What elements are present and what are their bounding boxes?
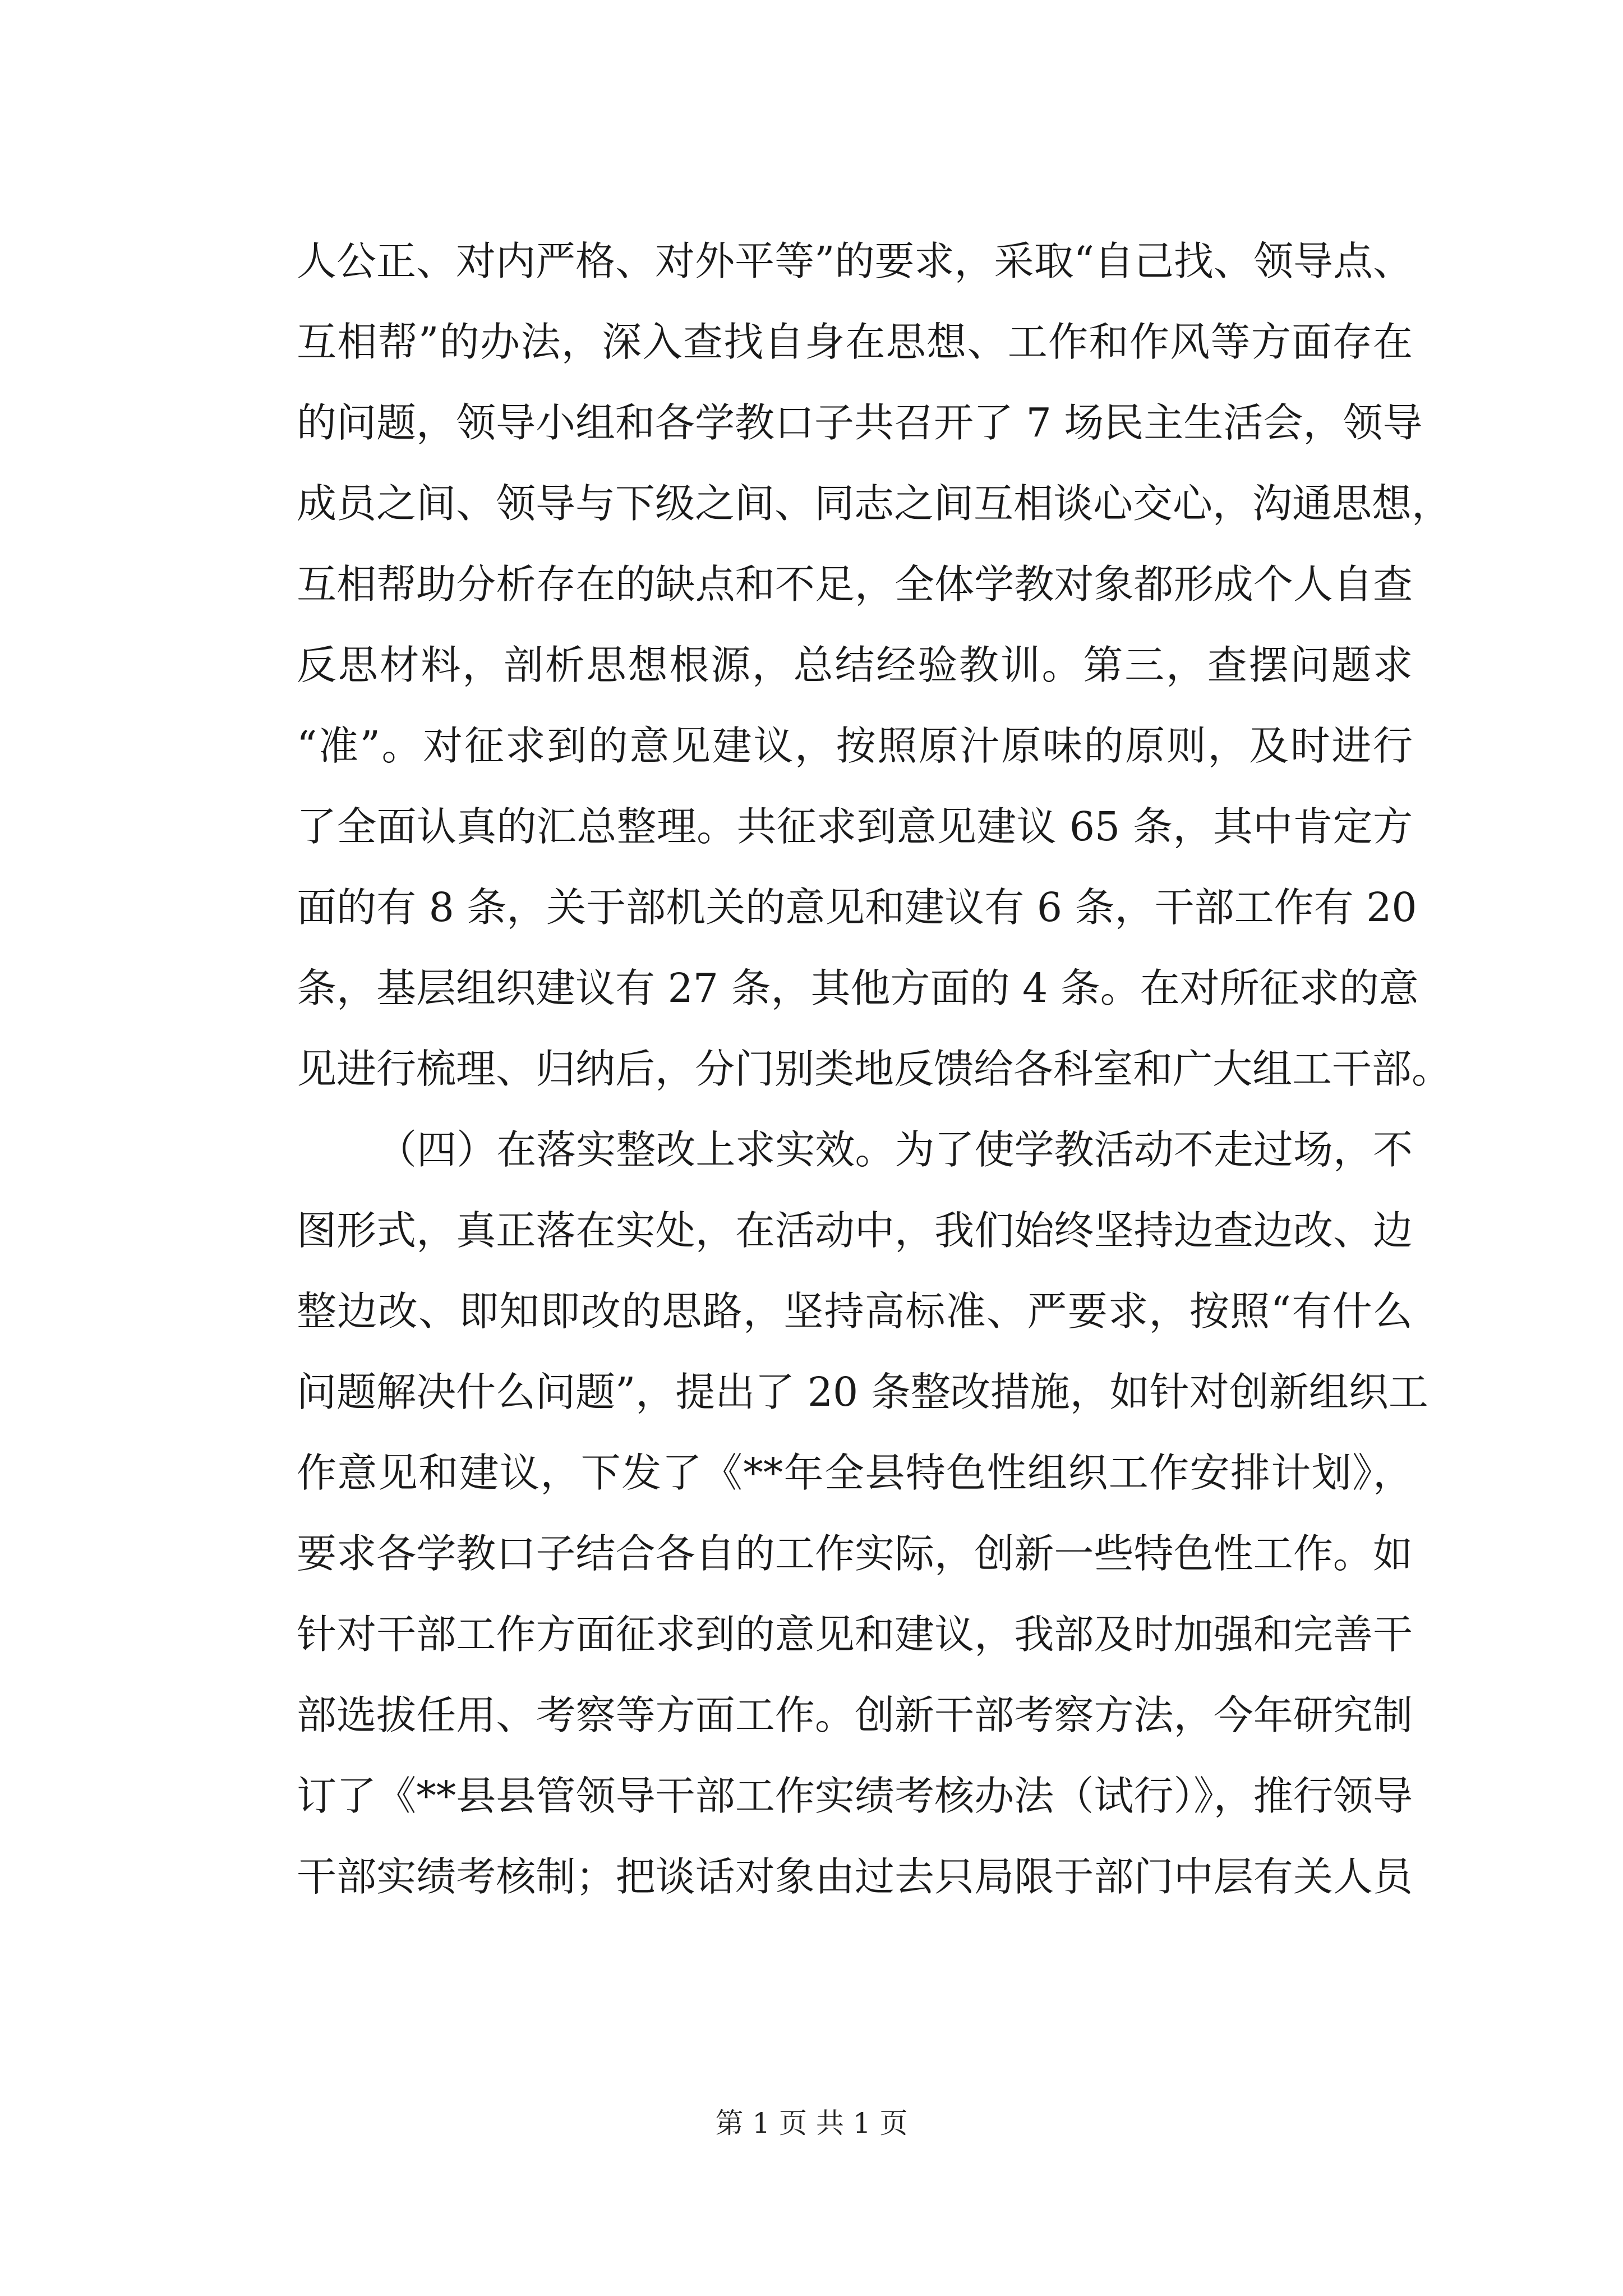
- text-line: 成员之间、领导与下级之间、同志之间互相谈心交心，沟通思想，: [297, 480, 1452, 527]
- text-line: 图形式，真正落在实处，在活动中，我们始终坚持边查边改、边: [297, 1207, 1413, 1254]
- text-line: 人公正、对内严格、对外平等”的要求，采取“自己找、领导点、: [297, 238, 1413, 284]
- text-line: 条，基层组织建议有 27 条，其他方面的 4 条。在对所征求的意: [297, 965, 1419, 1011]
- text-line: 见进行梳理、归纳后，分门别类地反馈给各科室和广大组工干部。: [297, 1046, 1452, 1092]
- text-line: 作意见和建议，下发了《**年全县特色性组织工作安排计划》，: [297, 1450, 1413, 1496]
- text-line: “准”。对征求到的意见建议，按照原汁原味的原则，及时进行: [297, 723, 1413, 769]
- text-line: 反思材料，剖析思想根源，总结经验教训。第三，查摆问题求: [297, 642, 1413, 688]
- text-line: 的问题，领导小组和各学教口子共召开了 7 场民主生活会，领导: [297, 399, 1423, 446]
- text-line: 互相帮助分析存在的缺点和不足，全体学教对象都形成个人自查: [297, 561, 1413, 608]
- text-line: 部选拔任用、考察等方面工作。创新干部考察方法，今年研究制: [297, 1692, 1413, 1738]
- text-line: 要求各学教口子结合各自的工作实际，创新一些特色性工作。如: [297, 1530, 1413, 1577]
- paragraph-start-line: （四）在落实整改上求实效。为了使学教活动不走过场，不: [377, 1126, 1413, 1173]
- text-line: 互相帮”的办法，深入查找自身在思想、工作和作风等方面存在: [297, 319, 1413, 365]
- text-line: 整边改、即知即改的思路，坚持高标准、严要求，按照“有什么: [297, 1288, 1413, 1335]
- page-number-footer: 第 1 页 共 1 页: [715, 2107, 908, 2139]
- text-line: 订了《**县县管领导干部工作实绩考核办法（试行）》，推行领导: [297, 1773, 1413, 1819]
- text-line: 干部实绩考核制；把谈话对象由过去只局限于部门中层有关人员: [297, 1853, 1413, 1900]
- text-line: 面的有 8 条，关于部机关的意见和建议有 6 条，干部工作有 20: [297, 884, 1417, 931]
- text-line: 针对干部工作方面征求到的意见和建议，我部及时加强和完善干: [297, 1611, 1413, 1658]
- body-text: [297, 221, 1452, 1917]
- text-line: 了全面认真的汇总整理。共征求到意见建议 65 条，其中肯定方: [297, 803, 1413, 850]
- text-line: 问题解决什么问题”，提出了 20 条整改措施，如针对创新组织工: [297, 1369, 1428, 1415]
